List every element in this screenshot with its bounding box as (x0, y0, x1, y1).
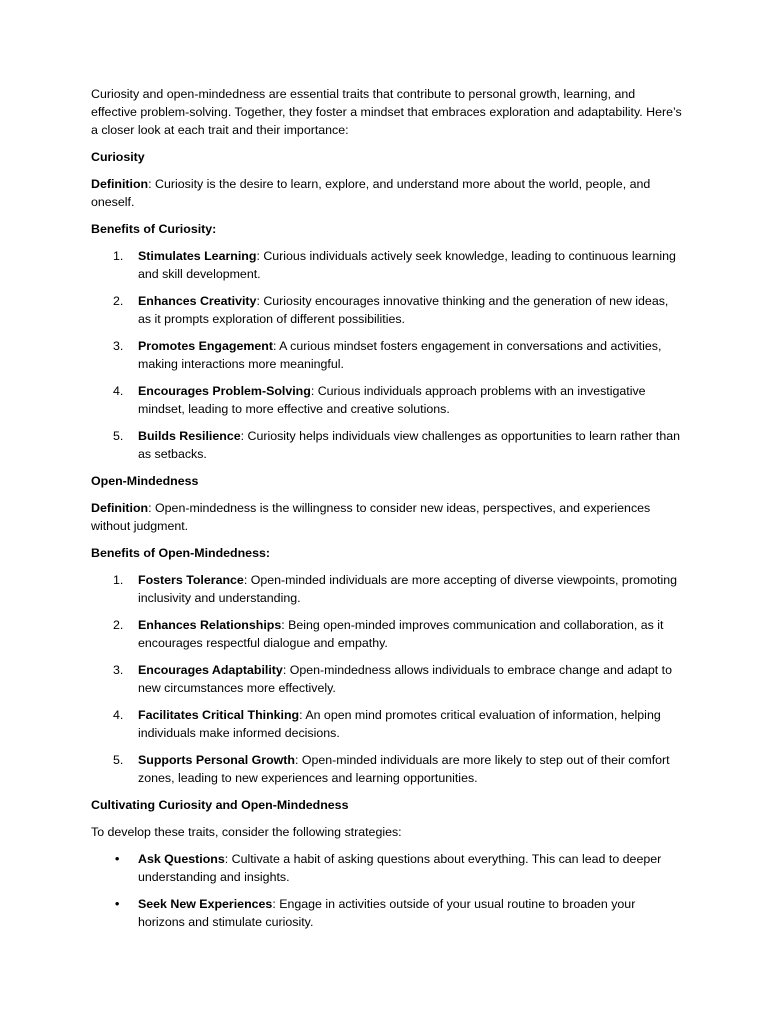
list-number: 5. (113, 429, 124, 443)
list-item (91, 616, 683, 652)
benefit-term: Facilitates Critical Thinking (138, 708, 300, 722)
list-number: 2. (113, 618, 124, 632)
benefit-text: : Curiosity encourages innovative thinking and the generation of new ideas, as it prompts exploration of different possibilities. (138, 294, 669, 326)
benefit-text: : Curious individuals approach problems with an investigative mindset, leading to more effective and creative solutions. (138, 384, 646, 416)
benefit-term: Enhances Relationships (138, 618, 282, 632)
open-mindedness-heading: Open-Mindedness (91, 474, 199, 488)
benefit-text: : Curiosity helps individuals view challenges as opportunities to learn rather than as setbacks. (138, 429, 681, 461)
benefit-text: : Open-mindedness allows individuals to embrace change and adapt to new circumstances more effectively. (138, 663, 672, 695)
list-item (91, 571, 683, 607)
list-number: 3. (113, 339, 124, 353)
document-body (91, 85, 683, 940)
definition-text: : Curiosity is the desire to learn, explore, and understand more about the world, people, and oneself. (91, 177, 651, 209)
benefit-term: Stimulates Learning (138, 249, 257, 263)
benefit-term: Builds Resilience (138, 429, 241, 443)
list-number: 1. (113, 249, 124, 263)
list-number: 1. (113, 573, 124, 587)
strategies-list (91, 850, 683, 931)
curiosity-benefits-list (91, 247, 683, 463)
strategy-term: Seek New Experiences (138, 897, 273, 911)
bullet-icon: • (115, 852, 120, 866)
list-item (91, 427, 683, 463)
benefit-text: : A curious mindset fosters engagement in conversations and activities, making interactions more meaningful. (138, 339, 662, 371)
benefit-term: Enhances Creativity (138, 294, 257, 308)
list-item (91, 337, 683, 373)
benefit-term: Fosters Tolerance (138, 573, 244, 587)
strategy-text: : Engage in activities outside of your usual routine to broaden your horizons and stimulate curiosity. (138, 897, 636, 929)
list-item (91, 247, 683, 283)
definition-term: Definition (91, 177, 149, 191)
open-mindedness-definition (91, 499, 683, 535)
list-number: 2. (113, 294, 124, 308)
benefit-text: : Curious individuals actively seek knowledge, leading to continuous learning and skill development. (138, 249, 676, 281)
curiosity-heading: Curiosity (91, 150, 145, 164)
benefit-text: : Open-minded individuals are more accepting of diverse viewpoints, promoting inclusivity and understanding. (138, 573, 678, 605)
curiosity-definition (91, 175, 683, 211)
list-item (91, 706, 683, 742)
open-mindedness-benefits-heading: Benefits of Open-Mindedness: (91, 546, 270, 560)
open-mindedness-benefits-list (91, 571, 683, 787)
list-number: 4. (113, 384, 124, 398)
benefit-text: : An open mind promotes critical evaluation of information, helping individuals make informed decisions. (138, 708, 661, 740)
benefit-term: Promotes Engagement (138, 339, 273, 353)
cultivating-intro: To develop these traits, consider the following strategies: (91, 825, 402, 839)
list-item (91, 292, 683, 328)
list-item (91, 850, 683, 886)
definition-term: Definition (91, 501, 149, 515)
benefit-term: Supports Personal Growth (138, 753, 295, 767)
list-item (91, 661, 683, 697)
definition-text: : Open-mindedness is the willingness to consider new ideas, perspectives, and experiences without judgment. (91, 501, 651, 533)
benefit-term: Encourages Problem-Solving (138, 384, 311, 398)
strategy-text: : Cultivate a habit of asking questions about everything. This can lead to deeper understanding and insights. (138, 852, 662, 884)
list-item (91, 751, 683, 787)
strategy-term: Ask Questions (138, 852, 225, 866)
benefit-text: : Open-minded individuals are more likely to step out of their comfort zones, leading to new experiences and learning opportunities. (138, 753, 670, 785)
list-number: 4. (113, 708, 124, 722)
curiosity-benefits-heading: Benefits of Curiosity: (91, 222, 217, 236)
benefit-term: Encourages Adaptability (138, 663, 283, 677)
list-item (91, 895, 683, 931)
bullet-icon: • (115, 897, 120, 911)
list-item (91, 382, 683, 418)
list-number: 5. (113, 753, 124, 767)
cultivating-heading: Cultivating Curiosity and Open-Mindedness (91, 798, 349, 812)
list-number: 3. (113, 663, 124, 677)
benefit-text: : Being open-minded improves communication and collaboration, as it encourages respectful dialogue and empathy. (138, 618, 664, 650)
intro-paragraph: Curiosity and open-mindedness are essential traits that contribute to personal growth, learning, and effective problem-solving. Together, they foster a mindset that embraces exploration and adaptability. Here’s a closer look at each trait and their importance: (91, 87, 682, 137)
